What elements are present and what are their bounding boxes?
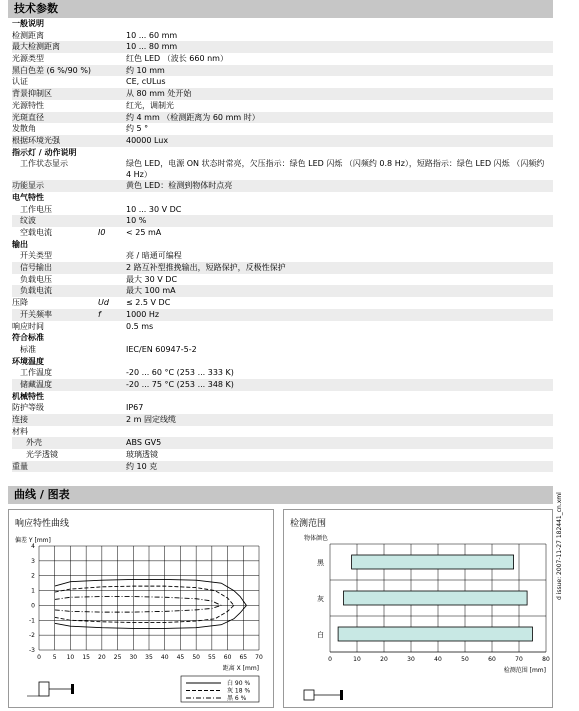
section-label: 电气特性 (12, 192, 44, 202)
x-tick-label: 80 (542, 656, 550, 663)
spec-label: 外壳 (26, 438, 42, 448)
spec-row (12, 88, 553, 100)
curves-section-header: 曲线 / 图表 (8, 486, 553, 504)
spec-label: 开关频率 (20, 309, 52, 319)
spec-label: 发散角 (12, 124, 36, 134)
x-tick-label: 50 (461, 656, 469, 663)
x-tick-label: 70 (515, 656, 523, 663)
category-label: 白 (317, 631, 324, 639)
x-tick-label: 10 (66, 654, 75, 661)
spec-label: 压降 (12, 298, 28, 308)
spec-value: 约 4 mm （检测距离为 60 mm 时） (126, 112, 260, 122)
spec-label: 光斑直径 (12, 112, 44, 122)
spec-symbol: I0 (98, 228, 106, 237)
spec-value: IEC/EN 60947-5-2 (126, 344, 197, 354)
x-axis-label: 距离 X [mm] (222, 665, 259, 672)
legend-label: 灰 18 % (227, 687, 251, 695)
detection-range-title: 检测范围 (290, 519, 327, 529)
spec-value: 40000 Lux (126, 135, 169, 145)
response-curve-panel (8, 509, 274, 708)
section-label: 输出 (12, 239, 28, 249)
spec-row (12, 379, 553, 391)
section-row (12, 356, 553, 368)
legend-label: 白 90 % (227, 680, 251, 687)
spec-label: 光学透镜 (26, 450, 58, 460)
x-tick-label: 30 (407, 656, 415, 663)
spec-row (12, 437, 553, 449)
spec-row (12, 215, 553, 227)
spec-value: 亮 / 暗通可编程 (126, 251, 182, 261)
issue-note: d issue: 2007-11-27 182441_cn.xml (556, 492, 563, 600)
spec-value: 玻璃透镜 (126, 450, 158, 460)
spec-row (12, 262, 553, 274)
x-tick-label: 70 (255, 654, 263, 661)
spec-row (12, 321, 553, 333)
spec-row (12, 297, 553, 309)
detection-range-chart (284, 510, 552, 707)
section-row (12, 391, 553, 403)
section-label: 符合标准 (12, 333, 44, 343)
spec-value: 10 ... 60 mm (126, 30, 178, 40)
y-tick-label: 1 (31, 587, 35, 595)
spec-value: 红光，调制光 (126, 100, 174, 110)
spec-label: 响应时间 (12, 321, 44, 331)
spec-label: 重量 (12, 461, 28, 471)
detection-range-panel (283, 509, 553, 708)
section-row (12, 18, 553, 30)
spec-row (12, 123, 553, 135)
spec-label: 负载电压 (20, 274, 52, 284)
category-label: 灰 (317, 595, 324, 603)
category-label: 黑 (317, 559, 324, 567)
target-icon (71, 684, 74, 694)
spec-value: 约 10 克 (126, 461, 158, 471)
target-icon (340, 690, 343, 700)
spec-label: 防护等级 (12, 403, 44, 413)
x-tick-label: 40 (434, 656, 442, 663)
spec-row (12, 227, 553, 239)
section-label: 一般说明 (12, 19, 44, 28)
section-row (12, 332, 553, 344)
legend-label: 黑 6 % (227, 695, 247, 702)
y-tick-label: 0 (31, 602, 35, 610)
section-row (12, 192, 553, 204)
spec-value: -20 ... 75 °C (253 ... 348 K) (126, 379, 234, 389)
section-label: 机械特性 (12, 391, 44, 401)
spec-row (12, 285, 553, 297)
x-tick-label: 60 (223, 654, 232, 661)
y-tick-label: 3 (31, 557, 35, 565)
y-tick-label: -1 (29, 617, 35, 625)
x-tick-label: 35 (145, 654, 153, 661)
specs-table (12, 18, 553, 472)
spec-label: 检测距离 (12, 30, 44, 40)
x-axis-label: 检测范围 [mm] (503, 667, 546, 674)
spec-row (12, 344, 553, 356)
spec-label: 认证 (12, 77, 28, 87)
spec-value: 2 m 固定线缆 (126, 415, 176, 424)
spec-label: 工作电压 (20, 204, 52, 214)
spec-value: 10 % (126, 216, 147, 226)
spec-value: ABS GV5 (126, 438, 162, 448)
spec-label: 根据环境光强 (12, 135, 60, 145)
spec-label: 标准 (20, 344, 36, 354)
spec-label: 连接 (12, 415, 28, 424)
x-tick-label: 0 (328, 656, 332, 663)
y-axis-label: 偏差 Y [mm] (15, 537, 51, 544)
spec-value: 黄色 LED：检测到物体时点亮 (126, 181, 233, 191)
x-tick-label: 45 (176, 654, 185, 661)
spec-value: 绿色 LED，电源 ON 状态时常亮，欠压指示：绿色 LED 闪烁 （闪频约 0.8 Hz），短路指示：绿色 LED 闪烁 （闪频约 4 Hz） (126, 159, 545, 180)
sensor-icon (304, 690, 314, 700)
specs-section-header: 技术参数 (8, 0, 553, 18)
x-tick-label: 30 (129, 654, 138, 661)
spec-row (12, 100, 553, 112)
x-tick-label: 20 (380, 656, 388, 663)
spec-value: 从 80 mm 处开始 (126, 89, 192, 99)
x-tick-label: 5 (52, 654, 57, 661)
x-tick-label: 60 (488, 656, 496, 663)
spec-value: 约 10 mm (126, 65, 165, 75)
spec-row (12, 426, 553, 438)
y-tick-label: -3 (29, 647, 35, 654)
spec-value: < 25 mA (126, 228, 162, 237)
spec-label: 空载电流 (20, 228, 52, 237)
spec-row (12, 274, 553, 286)
spec-value: 约 5 ° (126, 124, 149, 134)
x-tick-label: 20 (98, 654, 106, 661)
spec-label: 信号输出 (20, 263, 52, 273)
y-tick-label: 4 (31, 543, 35, 550)
x-tick-label: 10 (353, 656, 361, 663)
spec-value: 10 ... 30 V DC (126, 204, 182, 214)
series-lower-line (55, 605, 234, 622)
range-bar (352, 555, 514, 569)
spec-label: 材料 (12, 426, 28, 436)
spec-label: 储藏温度 (20, 379, 52, 389)
series-upper-line (55, 586, 234, 605)
spec-symbol: f (98, 309, 101, 319)
spec-row (12, 112, 553, 124)
spec-row (12, 158, 553, 180)
response-curve-chart (9, 510, 273, 707)
x-tick-label: 0 (37, 654, 41, 661)
spec-label: 负载电流 (20, 286, 52, 296)
spec-row (12, 53, 553, 65)
spec-label: 工作温度 (20, 368, 52, 378)
x-tick-label: 55 (208, 654, 216, 661)
spec-label: 开关类型 (20, 251, 52, 261)
spec-value: 10 ... 80 mm (126, 42, 178, 52)
spec-symbol: Ud (98, 298, 109, 308)
spec-value: 2 路互补型推挽输出，短路保护，反极性保护 (126, 263, 286, 273)
spec-row (12, 180, 553, 192)
spec-value: 1000 Hz (126, 309, 160, 319)
y-tick-label: 2 (31, 572, 35, 580)
section-label: 指示灯 / 动作说明 (12, 147, 77, 157)
spec-row (12, 30, 553, 42)
spec-label: 背景抑制区 (12, 89, 52, 99)
spec-row (12, 449, 553, 461)
section-label: 环境温度 (12, 356, 44, 366)
spec-value: CE, cULus (126, 77, 166, 87)
spec-value: 最大 30 V DC (126, 274, 178, 284)
spec-row (12, 204, 553, 216)
y-axis-label: 物体颜色 (304, 535, 329, 542)
spec-row (12, 65, 553, 77)
spec-label: 纹波 (20, 216, 36, 226)
spec-row (12, 309, 553, 321)
x-tick-label: 50 (192, 654, 200, 661)
x-tick-label: 65 (239, 654, 248, 661)
spec-row (12, 414, 553, 426)
x-tick-label: 40 (160, 654, 169, 661)
spec-value: 红色 LED （波长 660 nm） (126, 54, 228, 64)
spec-value: 0.5 ms (126, 321, 154, 331)
spec-label: 工作状态显示 (20, 159, 68, 169)
spec-row (12, 76, 553, 88)
spec-label: 最大检测距离 (12, 42, 60, 52)
section-row (12, 239, 553, 251)
range-bar (338, 627, 532, 641)
spec-row (12, 250, 553, 262)
range-bar (344, 591, 528, 605)
sensor-icon (39, 682, 49, 696)
spec-row (12, 461, 553, 473)
spec-value: IP67 (126, 403, 144, 413)
spec-value: 最大 100 mA (126, 286, 176, 296)
spec-label: 黑白色差 (6 %/90 %) (12, 65, 92, 75)
response-curve-title: 响应特性曲线 (15, 519, 70, 529)
spec-row (12, 402, 553, 414)
x-tick-label: 15 (82, 654, 90, 661)
y-tick-label: -2 (29, 632, 35, 640)
spec-row (12, 41, 553, 53)
spec-label: 光源特性 (12, 100, 44, 110)
spec-row (12, 367, 553, 379)
x-tick-label: 25 (113, 654, 122, 661)
spec-row (12, 135, 553, 147)
spec-label: 功能显示 (12, 181, 44, 191)
spec-value: ≤ 2.5 V DC (126, 298, 171, 308)
spec-label: 光源类型 (12, 54, 44, 64)
section-row (12, 147, 553, 159)
spec-value: -20 ... 60 °C (253 ... 333 K) (126, 368, 234, 378)
